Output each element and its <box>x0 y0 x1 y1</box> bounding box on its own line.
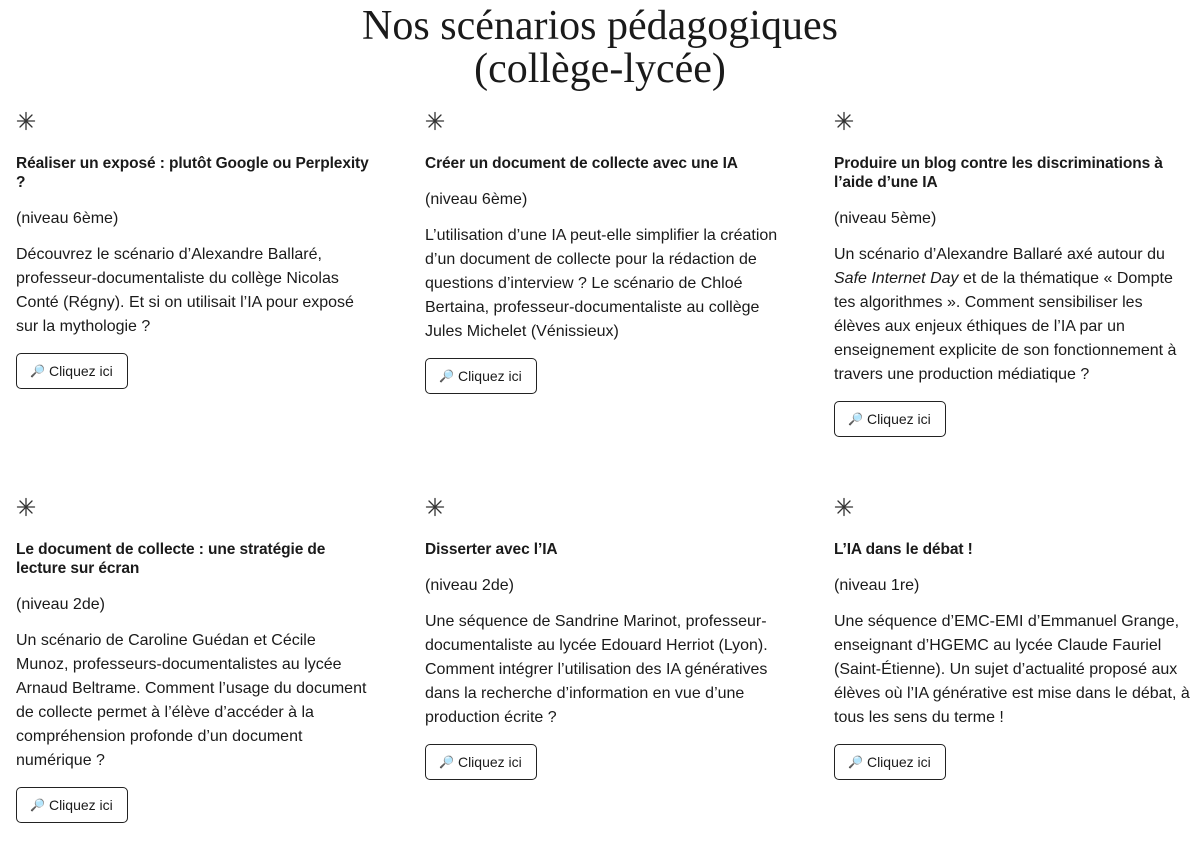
card-level: (niveau 6ème) <box>16 210 119 227</box>
card-description: L’utilisation d’une IA peut-elle simplifier la création d’un document de collecte pour la rédaction de questions d’interview ? Le scénario de Chloé Bertaina, professeur-documentaliste au collège Jules Michelet (Vénissieux) <box>425 227 778 340</box>
magnifier-icon: 🔎 <box>30 798 45 812</box>
scenario-card <box>16 497 372 823</box>
card-title: Le document de collecte : une stratégie de lecture sur écran <box>16 541 326 577</box>
button-label: Cliquez ici <box>48 363 113 379</box>
magnifier-icon: 🔎 <box>848 412 863 426</box>
card-title: Produire un blog contre les discriminations à l’aide d’une IA <box>834 155 1163 191</box>
magnifier-icon: 🔎 <box>30 364 45 378</box>
scenario-card <box>834 111 1190 437</box>
card-title: Créer un document de collecte avec une IA <box>425 155 738 172</box>
cliquez-ici-button[interactable] <box>834 744 946 780</box>
card-description: Une séquence d’EMC-EMI d’Emmanuel Grange, enseignant d’HGEMC au lycée Claude Fauriel (Saint-Étienne). Un sujet d’actualité proposé aux élèves où l’IA générative est mise dans le débat, à tous les sens du terme ! <box>834 613 1190 726</box>
card-description: Une séquence de Sandrine Marinot, professeur-documentaliste au lycée Edouard Herriot (Lyon). Comment intégrer l’utilisation des IA génératives dans la recherche d’information en vue d’une production écrite ? <box>425 613 768 726</box>
asterisk-icon <box>834 111 854 131</box>
card-level: (niveau 6ème) <box>425 191 528 208</box>
asterisk-icon <box>16 497 36 517</box>
card-description <box>834 243 1190 387</box>
desc-part: Un scénario d’Alexandre Ballaré axé autour du <box>834 246 1165 263</box>
magnifier-icon: 🔎 <box>439 755 454 769</box>
scenario-card <box>425 497 781 780</box>
cliquez-ici-button[interactable] <box>834 401 946 437</box>
scenario-card <box>425 111 781 394</box>
button-label: Cliquez ici <box>457 754 522 770</box>
card-level: (niveau 1re) <box>834 577 920 594</box>
scenario-grid <box>0 91 1200 851</box>
page-title-line-2: (collège-lycée) <box>474 46 726 92</box>
desc-part: et de la thématique « Dompte tes algorithmes ». Comment sensibiliser les élèves aux enjeux éthiques de l’IA par un enseignement explicite de son fonctionnement à travers une production médiatique ? <box>834 270 1177 383</box>
scenario-card <box>16 111 372 389</box>
card-title: L’IA dans le débat ! <box>834 541 973 558</box>
card-description: Un scénario de Caroline Guédan et Cécile Munoz, professeurs-documentalistes au lycée Arnaud Beltrame. Comment l’usage du document de collecte permet à l’élève d’accéder à la compréhension profonde d’un document numérique ? <box>16 632 367 769</box>
button-label: Cliquez ici <box>457 368 522 384</box>
magnifier-icon: 🔎 <box>439 369 454 383</box>
card-level: (niveau 2de) <box>16 596 105 613</box>
card-level: (niveau 2de) <box>425 577 514 594</box>
desc-italic: Safe Internet Day <box>834 270 959 287</box>
cliquez-ici-button[interactable] <box>425 358 537 394</box>
card-level: (niveau 5ème) <box>834 210 937 227</box>
asterisk-icon <box>834 497 854 517</box>
asterisk-icon <box>425 497 445 517</box>
page-title <box>0 0 1200 91</box>
scenario-card <box>834 497 1190 780</box>
cliquez-ici-button[interactable] <box>16 353 128 389</box>
button-label: Cliquez ici <box>866 411 931 427</box>
cliquez-ici-button[interactable] <box>16 787 128 823</box>
magnifier-icon: 🔎 <box>848 755 863 769</box>
card-title: Disserter avec l’IA <box>425 541 558 558</box>
page-title-line-1: Nos scénarios pédagogiques <box>362 3 838 49</box>
button-label: Cliquez ici <box>48 797 113 813</box>
card-description: Découvrez le scénario d’Alexandre Ballaré, professeur-documentaliste du collège Nicolas Conté (Régny). Et si on utilisait l’IA pour exposé sur la mythologie ? <box>16 246 354 335</box>
cliquez-ici-button[interactable] <box>425 744 537 780</box>
asterisk-icon <box>425 111 445 131</box>
button-label: Cliquez ici <box>866 754 931 770</box>
card-title: Réaliser un exposé : plutôt Google ou Perplexity ? <box>16 155 369 191</box>
asterisk-icon <box>16 111 36 131</box>
